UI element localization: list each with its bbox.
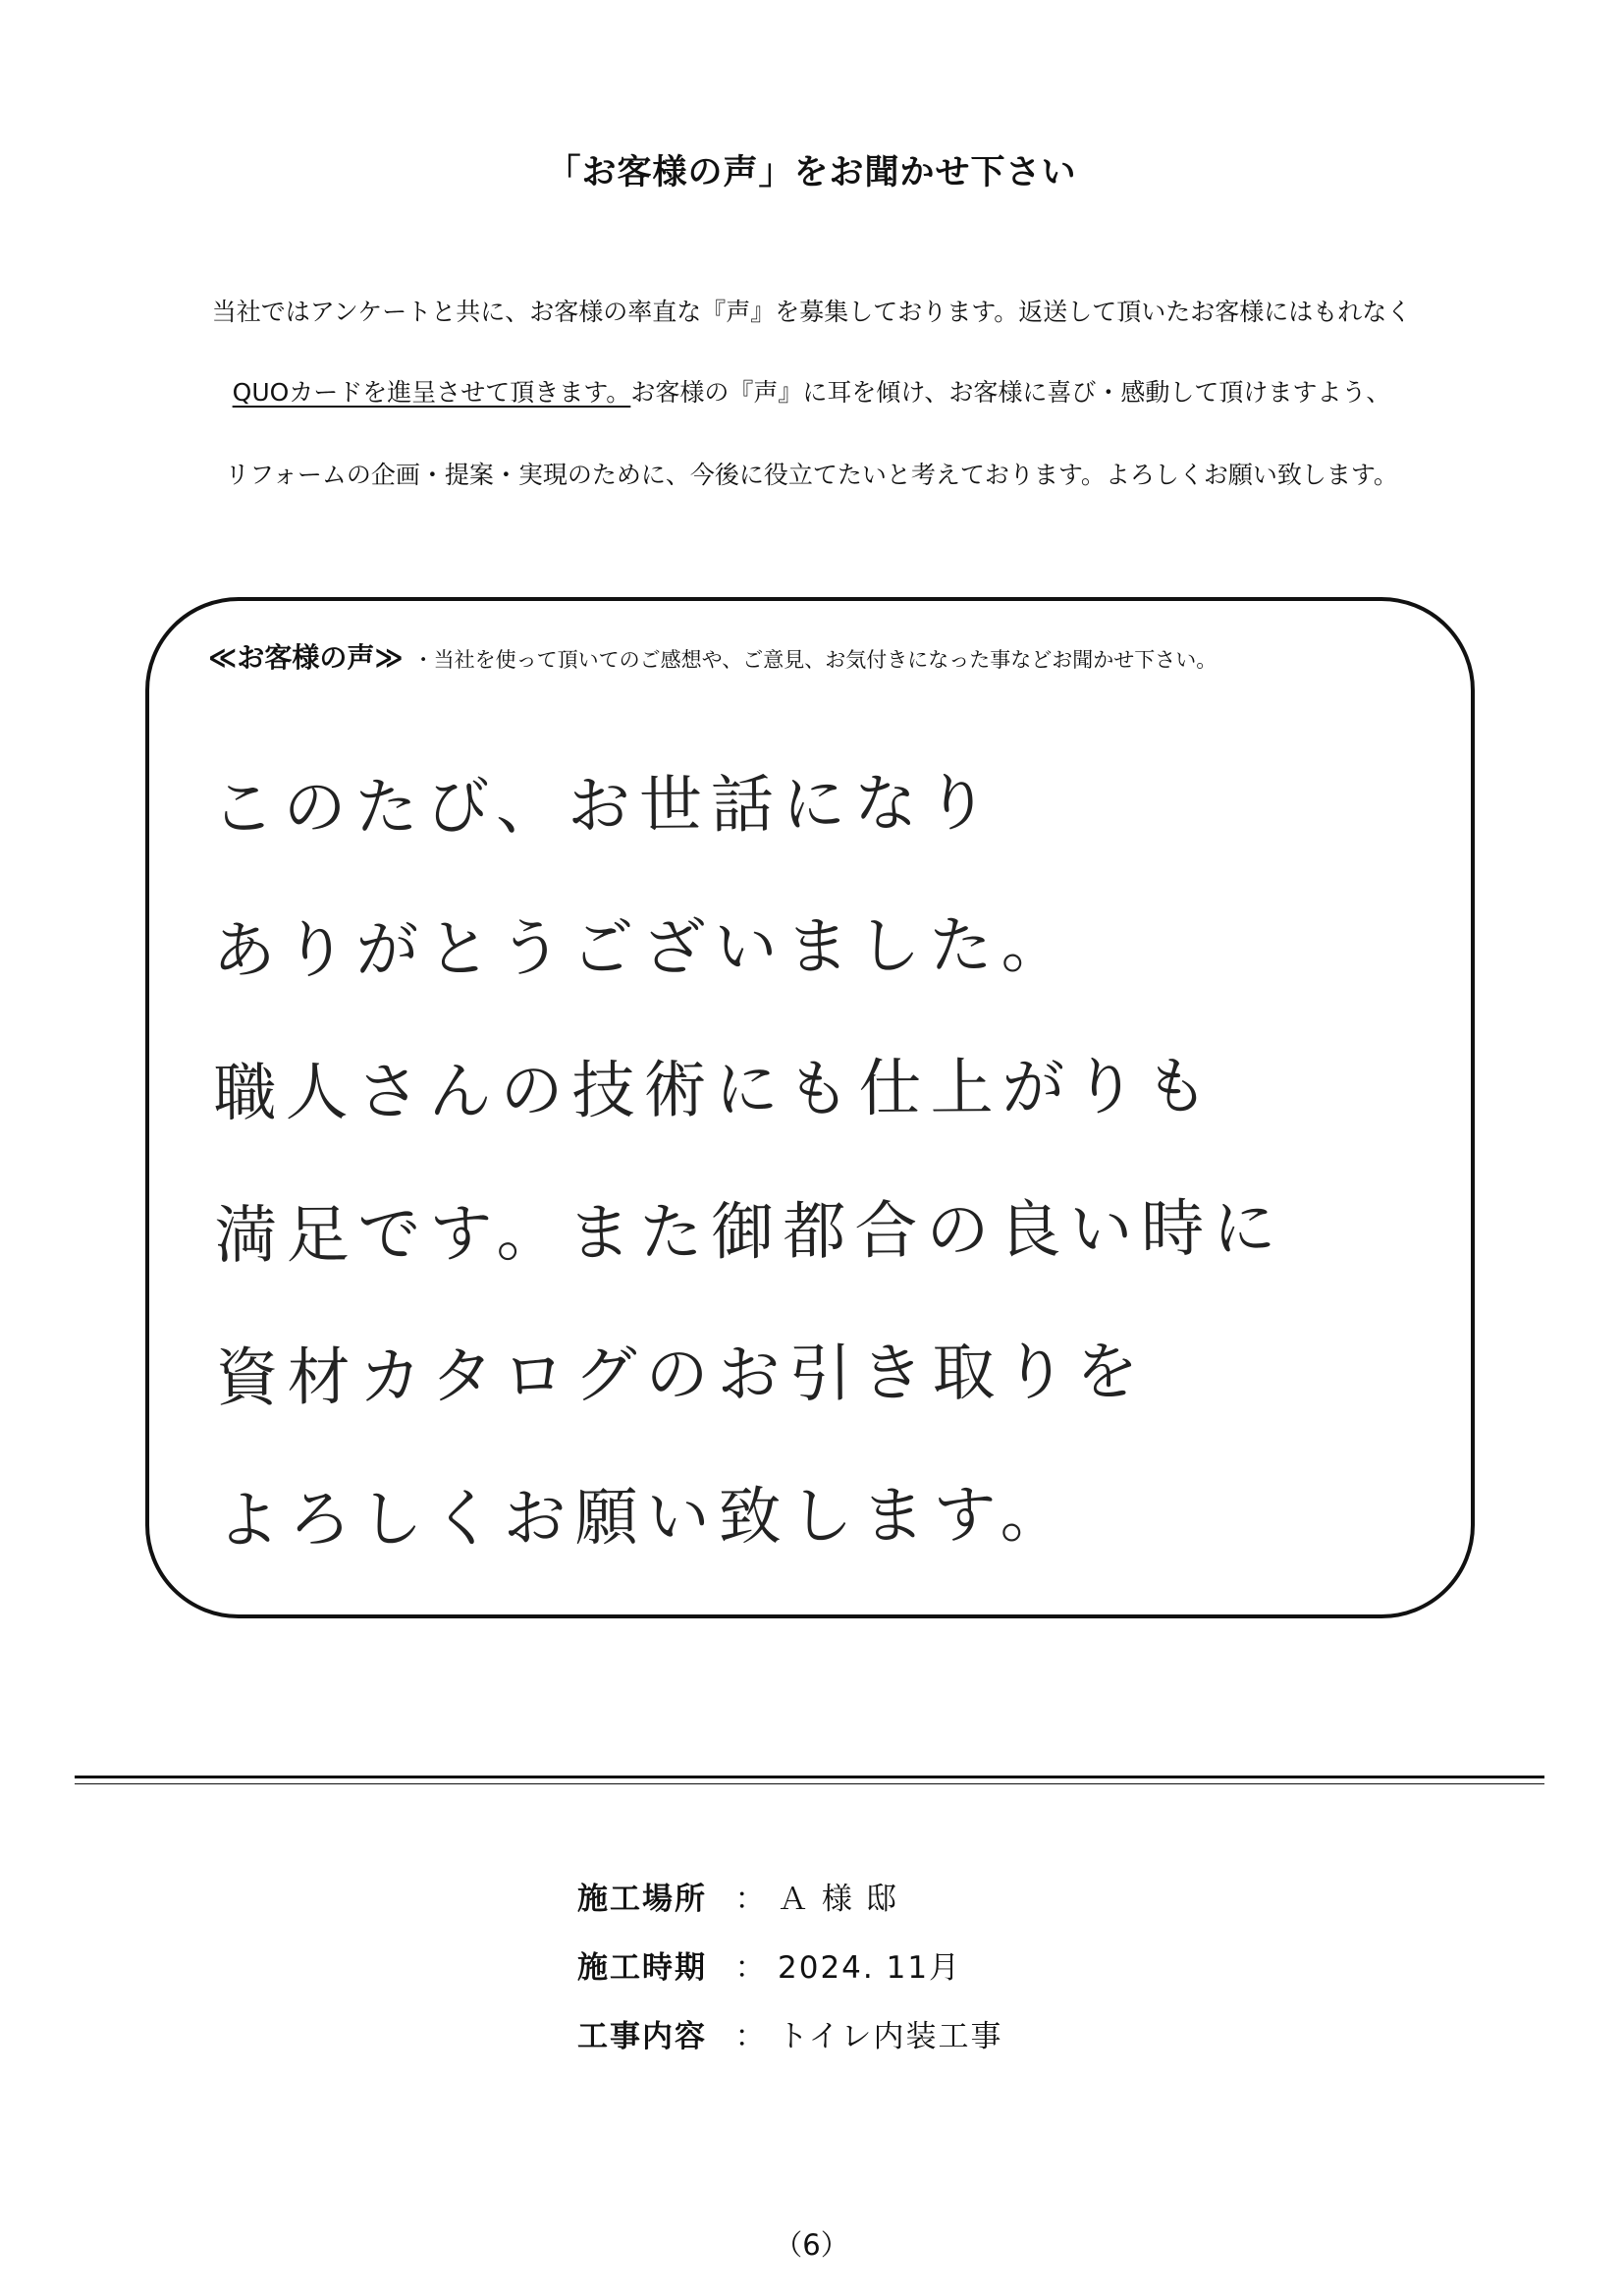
quo-card-notice: QUOカードを進呈させて頂きます。 xyxy=(232,378,631,407)
voice-box-heading xyxy=(208,636,1217,676)
voice-box-note: ・当社を使って頂いてのご感想や、ご意見、お気付きになった事などお聞かせ下さい。 xyxy=(412,648,1217,672)
intro-line-1: 当社ではアンケートと共に、お客様の率直な『声』を募集しております。返送して頂いたお客様にはもれなく xyxy=(211,298,1412,326)
content-label: 工事内容 xyxy=(577,2019,707,2054)
location-value: Ａ 様 邸 xyxy=(778,1882,898,1917)
info-row-location xyxy=(577,1874,898,1918)
double-divider-bottom xyxy=(75,1783,1544,1784)
handwritten-line: 職人さんの技術にも仕上がりも xyxy=(213,1050,1217,1130)
info-row-content xyxy=(577,2011,1002,2055)
intro-line-3: リフォームの企画・提案・実現のために、今後に役立てたいと考えております。よろしくお願い致します。 xyxy=(225,461,1398,489)
handwritten-line: 満足です。また御都合の良い時に xyxy=(214,1192,1285,1273)
content-value: トイレ内装工事 xyxy=(778,2019,1003,2054)
handwritten-line: このたび、お世話になり xyxy=(211,767,999,846)
info-row-period xyxy=(577,1942,961,1987)
page-number: （6） xyxy=(774,2228,849,2262)
voice-box-label: ≪お客様の声≫ xyxy=(208,641,404,674)
period-label: 施工時期 xyxy=(577,1950,707,1986)
location-label: 施工場所 xyxy=(577,1882,707,1917)
handwritten-line: ありがとうございました。 xyxy=(212,908,1073,988)
double-divider-top xyxy=(75,1776,1544,1778)
handwritten-line: 資材カタログのお引き取りを xyxy=(215,1336,1148,1415)
page-title: 「お客様の声」をお聞かせ下さい xyxy=(546,153,1077,192)
colon: ： xyxy=(734,2019,768,2054)
intro-line-2 xyxy=(0,373,1623,409)
handwritten-line: よろしくお願い致します。 xyxy=(216,1478,1072,1558)
intro-line-2-rest: お客様の『声』に耳を傾け、お客様に喜び・感動して頂けますよう、 xyxy=(630,378,1391,407)
colon: ： xyxy=(734,1882,768,1917)
period-value: 2024. 11月 xyxy=(778,1950,962,1986)
colon: ： xyxy=(734,1950,768,1986)
handwritten-comment xyxy=(211,731,1395,1593)
